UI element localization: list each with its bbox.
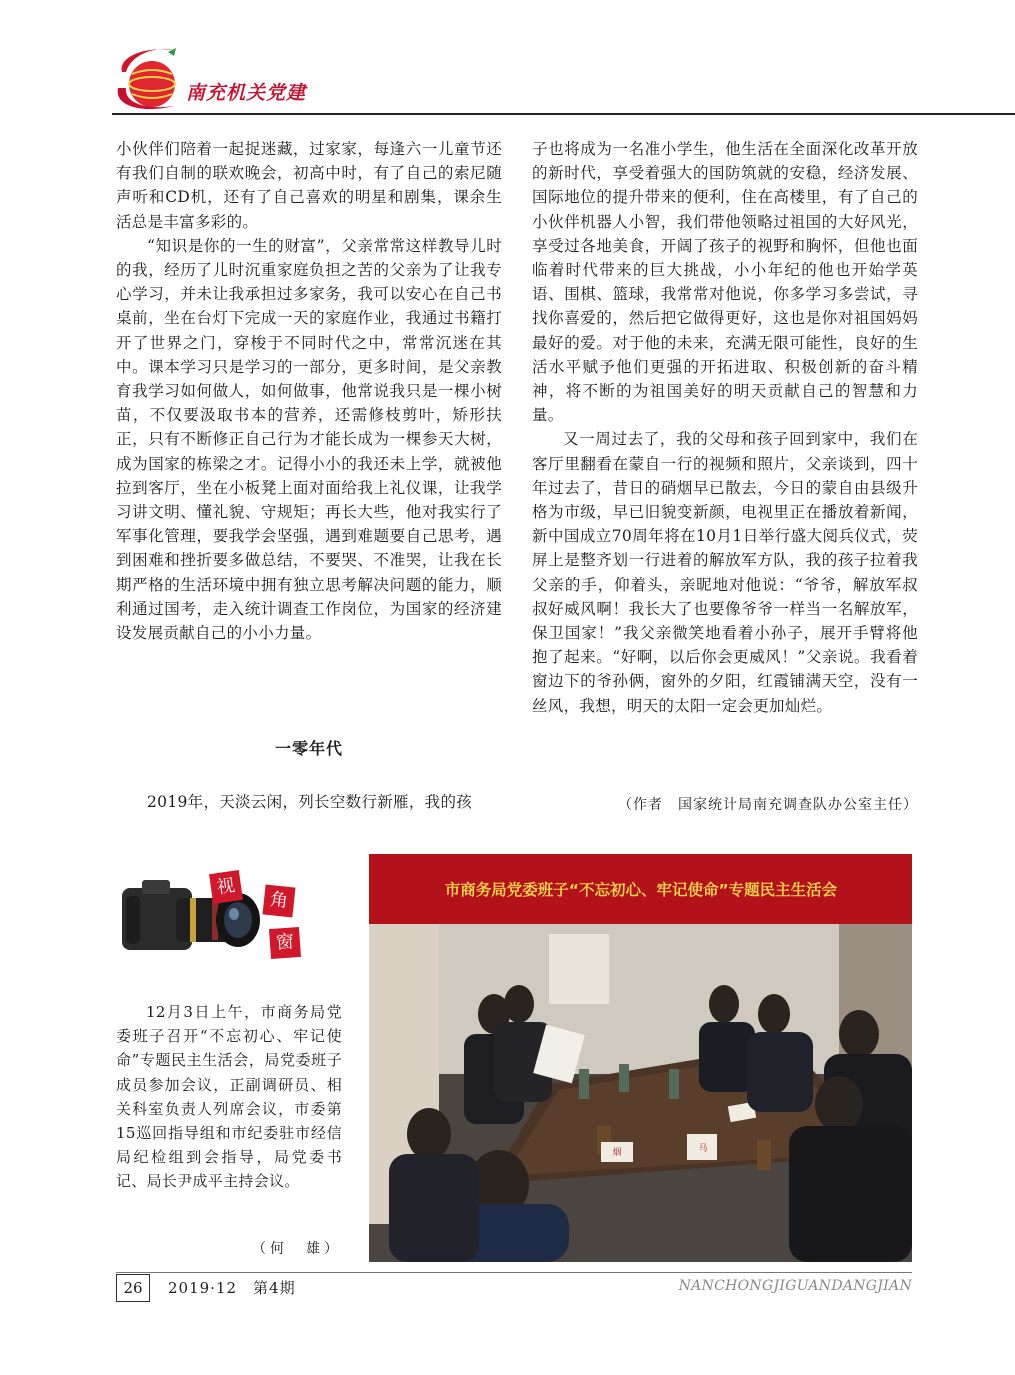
footer-divider <box>116 1272 912 1273</box>
issue-label: 2019·12 第4期 <box>168 1279 296 1297</box>
photographer-credit: （何 雄） <box>252 1241 342 1257</box>
caption-text: 12月3日上午，市商务局党委班子召开“不忘初心、牢记使命”专题民主生活会，局党委班子成员参加会议，正副调研员、相关科室负责人列席会议，市委第15巡回指导组和市纪委驻市经信局纪检组到会指导，局党委书记、局长尹成平主持会议。 <box>116 1003 342 1191</box>
header-divider <box>112 113 1015 115</box>
view-corner-tag: 窗 <box>269 927 301 959</box>
camera-icon <box>116 870 266 970</box>
banner-text: 市商务局党委班子“不忘初心、牢记使命”专题民主生活会 <box>444 881 838 899</box>
body-paragraph: 子也将成为一名准小学生，他生活在全面深化改革开放的新时代，享受着强大的国防筑就的安稳，经济发展、国际地位的提升带来的便利，住在高楼里，有了自己的小伙伴机器人小智，我们带他领略过祖国的大好风光，享受过各地美食，开阔了孩子的视野和胸怀，但他也面临着时代带来的巨大挑战，小小年纪的他也开始学英语、围棋、篮球，我常常对他说，你多学习多尝试，寻找你喜爱的，然后把它做得更好，这也是你对祖国妈妈最好的爱。对于他的未来，充满无限可能性，良好的生活水平赋予他们更强的开拓进取、积极创新的奋斗精神，将不断的为祖国美好的明天贡献自己的智慧和力量。 <box>532 140 918 425</box>
right-column <box>532 137 918 718</box>
page-header <box>0 0 1015 115</box>
meeting-banner <box>369 854 912 924</box>
view-corner-tag: 视 <box>209 870 243 904</box>
photo-caption <box>116 1000 342 1194</box>
meeting-photo <box>369 854 912 1262</box>
body-paragraph: 小伙伴们陪着一起捉迷藏，过家家，每逢六一儿童节还有我们自制的联欢晚会，初高中时，有了自己的索尼随声听和CD机，还有了自己喜欢的明星和剧集，课余生活总是丰富多彩的。 <box>116 140 502 231</box>
view-corner-tag: 角 <box>263 885 296 918</box>
body-paragraph: 2019年，天淡云闲，列长空数行新雁，我的孩 <box>147 793 473 811</box>
party-logo-icon <box>112 44 192 114</box>
nameplate-text: 马 <box>698 1144 708 1154</box>
page-number: 26 <box>116 1274 150 1302</box>
journal-brand: 南充机关党建 <box>186 82 307 104</box>
author-credit: （作者 国家统计局南充调查队办公室主任） <box>618 797 918 813</box>
section-heading: 一零年代 <box>274 739 343 758</box>
body-paragraph: “知识是你的一生的财富”，父亲常常这样教导儿时的我，经历了儿时沉重家庭负担之苦的父亲为了让我专心学习，并未让我承担过多家务，我可以安心在自己书桌前，坐在台灯下完成一天的家庭作业，我通过书籍打开了世界之门，穿梭于不同时代之中，常常沉迷在其中。课本学习只是学习的一部分，更多时间，是父亲教育我学习如何做人，如何做事，他常说我只是一棵小树苗，不仅要汲取书本的营养，还需修枝剪叶，矫形扶正，只有不断修正自己行为才能长成为一棵参天大树，成为国家的栋梁之才。记得小小的我还未上学，就被他拉到客厅，坐在小板凳上面对面给我上礼仪课，让我学习讲文明、懂礼貌、守规矩；再长大些，他对我实行了军事化管理，要我学会坚强，遇到难题要自己思考，遇到困难和挫折要多做总结，不要哭、不准哭，让我在长期严格的生活环境中拥有独立思考解决问题的能力，顺利通过国考，走入统计调查工作岗位，为国家的经济建设发展贡献自己的小小力量。 <box>116 236 502 643</box>
body-paragraph: 又一周过去了，我的父母和孩子回到家中，我们在客厅里翻看在蒙自一行的视频和照片，父亲谈到，四十年过去了，昔日的硝烟早已散去，今日的蒙自由县级升格为市级，早已旧貌变新颜，电视里正在播放着新闻，新中国成立70周年将在10月1日举行盛大阅兵仪式，荧屏上是整齐划一行进着的解放军方队，我的孩子拉着我父亲的手，仰着头，亲昵地对他说：“爷爷，解放军叔叔好威风啊！我长大了也要像爷爷一样当一名解放军，保卫国家！”我父亲微笑地看着小孙子，展开手臂将他抱了起来。“好啊，以后你会更威风！”父亲说。我看着窗边下的爷孙俩，窗外的夕阳，红霞铺满天空，没有一丝风，我想，明天的太阳一定会更加灿烂。 <box>532 430 918 715</box>
journal-english-name: NANCHONGJIGUANDANGJIAN <box>678 1278 912 1294</box>
nameplate-text: 烟 <box>612 1148 622 1158</box>
left-column <box>116 137 502 645</box>
